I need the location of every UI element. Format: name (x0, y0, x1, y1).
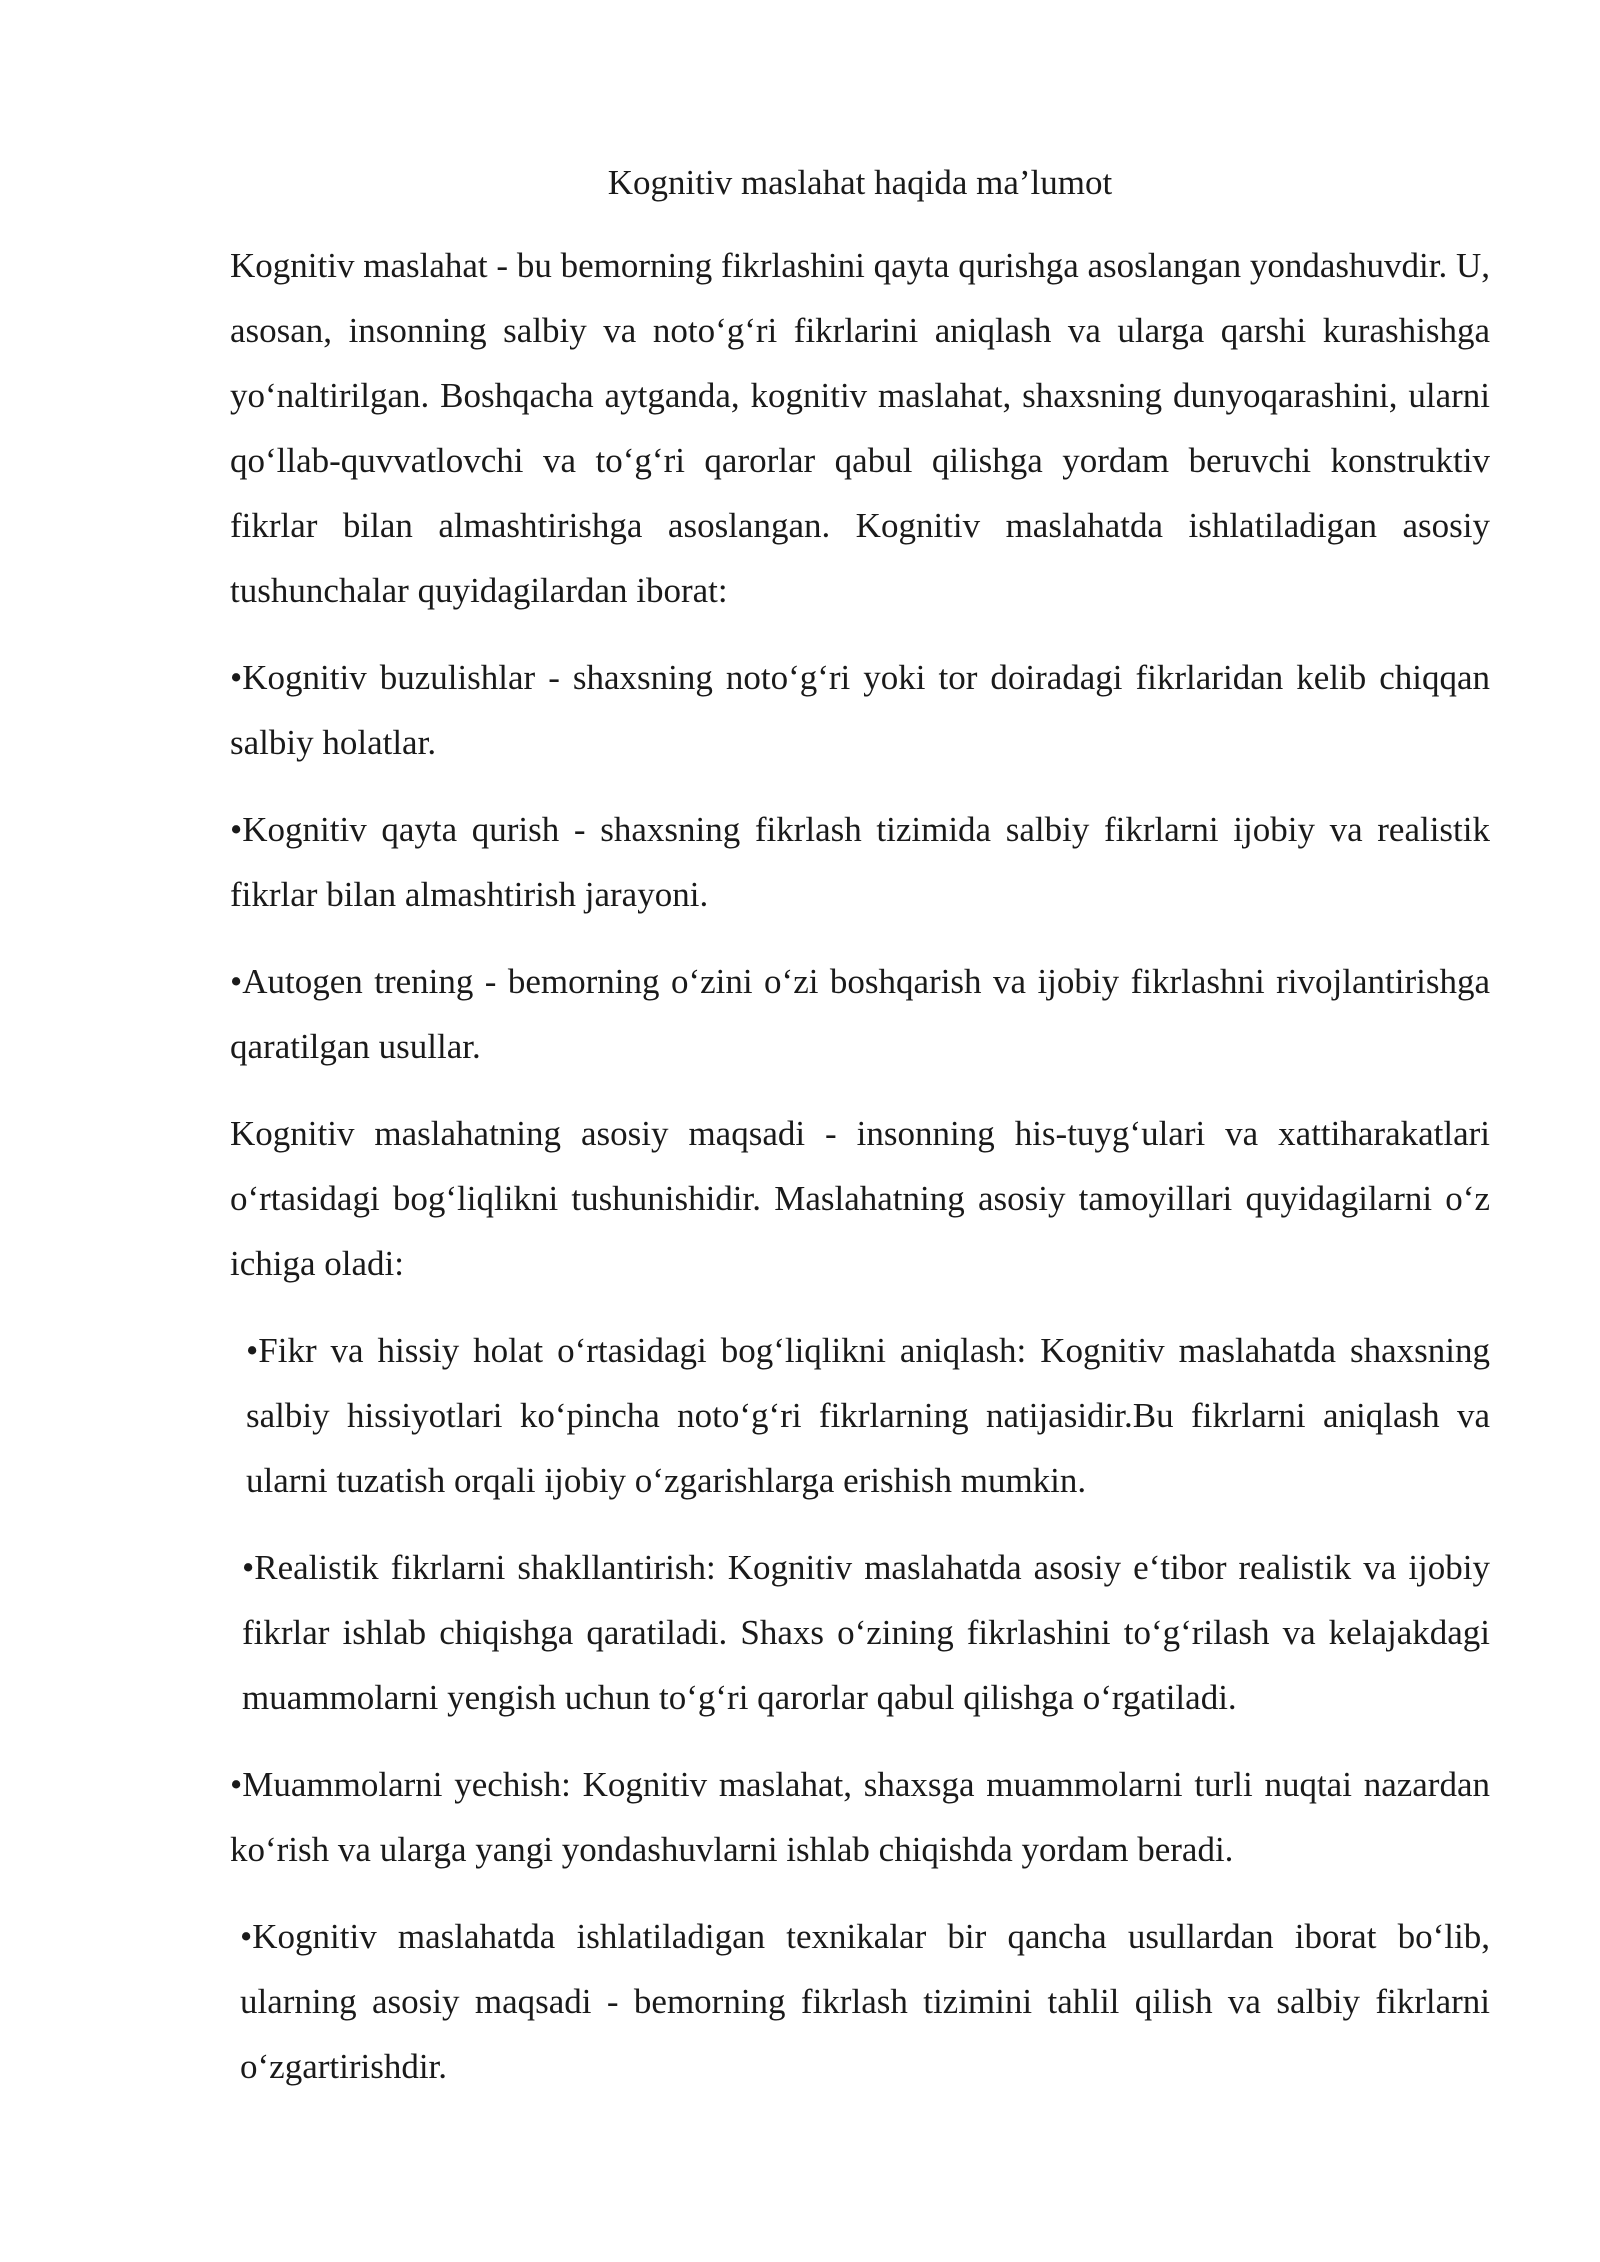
document-body (230, 150, 1490, 2121)
bullet-muammolarni-yechish: •Muammolarni yechish: Kognitiv maslahat, shaxsga muammolarni turli nuqtai nazardan ko‘rish va ularga yangi yondashuvlarni ishlab chiqishda yordam beradi. (230, 1765, 1490, 1869)
paragraph-main-goal: Kognitiv maslahatning asosiy maqsadi - insonning his-tuyg‘ulari va xattiharakatlari o‘rtasidagi bog‘liqlikni tushunishidir. Maslahatning asosiy tamoyillari quyidagilarni o‘z ichiga oladi: (230, 1114, 1490, 1283)
document-title: Kognitiv maslahat haqida ma’lumot (607, 163, 1113, 202)
bullet-kognitiv-buzulishlar: •Kognitiv buzulishlar - shaxsning noto‘g‘ri yoki tor doiradagi fikrlaridan kelib chiqqan salbiy holatlar. (230, 658, 1490, 762)
bullet-realistik-fikrlar: •Realistik fikrlarni shakllantirish: Kognitiv maslahatda asosiy e‘tibor realistik va ijobiy fikrlar ishlab chiqishga qaratiladi. Shaxs o‘zining fikrlashini to‘g‘rilash va kelajakdagi muammolarni yengish uchun to‘g‘ri qarorlar qabul qilishga o‘rgatiladi. (242, 1548, 1490, 1717)
bullet-fikr-hissiy-holat: •Fikr va hissiy holat o‘rtasidagi bog‘liqlikni aniqlash: Kognitiv maslahatda shaxsning salbiy hissiyotlari ko‘pincha noto‘g‘ri fikrlarning natijasidir.Bu fikrlarni aniqlash va ularni tuzatish orqali ijobiy o‘zgarishlarga erishish mumkin. (246, 1331, 1490, 1500)
bullet-kognitiv-qayta-qurish: •Kognitiv qayta qurish - shaxsning fikrlash tizimida salbiy fikrlarni ijobiy va realistik fikrlar bilan almashtirish jarayoni. (230, 810, 1490, 914)
bullet-texnikalar: •Kognitiv maslahatda ishlatiladigan texnikalar bir qancha usullardan iborat bo‘lib, ularning asosiy maqsadi - bemorning fikrlash tizimini tahlil qilish va salbiy fikrlarni o‘zgartirishdir. (240, 1917, 1490, 2086)
paragraph-intro: Kognitiv maslahat - bu bemorning fikrlashini qayta qurishga asoslangan yondashuvdir. U, asosan, insonning salbiy va noto‘g‘ri fikrlarini aniqlash va ularga qarshi kurashishga yo‘naltirilgan. Boshqacha aytganda, kognitiv maslahat, shaxsning dunyoqarashini, ularni qo‘llab-quvvatlovchi va to‘g‘ri qarorlar qabul qilishga yordam beruvchi konstruktiv fikrlar bilan almashtirishga asoslangan. Kognitiv maslahatda ishlatiladigan asosiy tushunchalar quyidagilardan iborat: (230, 246, 1490, 610)
bullet-autogen-trening: •Autogen trening - bemorning o‘zini o‘zi boshqarish va ijobiy fikrlashni rivojlantirishga qaratilgan usullar. (230, 962, 1490, 1066)
